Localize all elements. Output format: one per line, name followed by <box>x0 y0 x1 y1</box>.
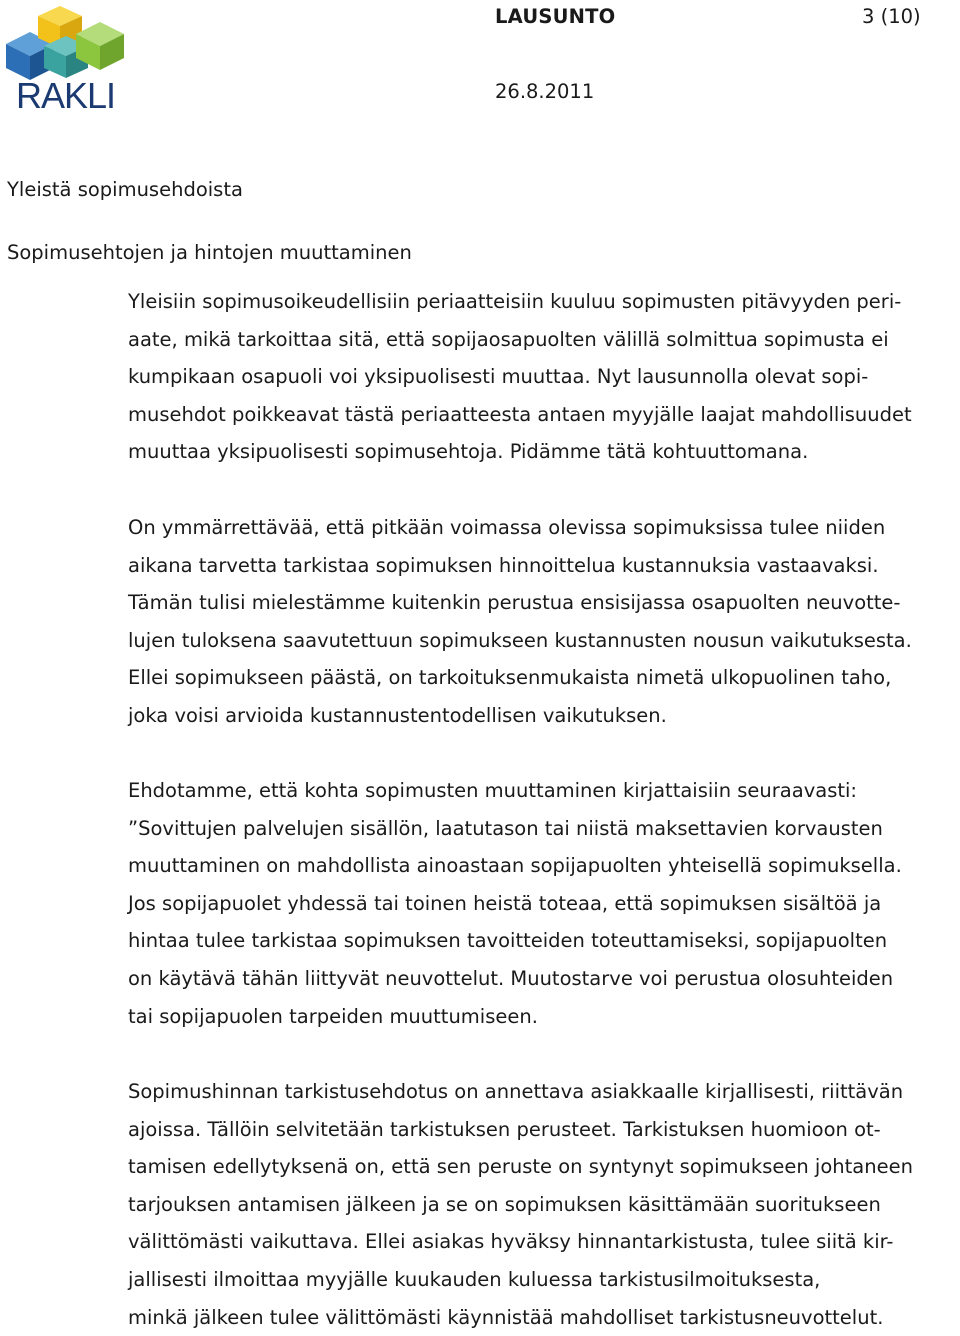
text-line: aate, mikä tarkoittaa sitä, että sopijaosapuolten välillä solmittua sopimusta ei <box>128 327 889 351</box>
text-line: On ymmärrettävää, että pitkään voimassa olevissa sopimuksissa tulee niiden <box>128 516 886 539</box>
section-title: Yleistä sopimusehdoista <box>7 178 243 201</box>
text-line: muuttaminen on mahdollista ainoastaan sopijapuolten yhteisellä sopimuksella. <box>128 854 902 878</box>
text-line: ajoissa. Tällöin selvitetään tarkistuksen perusteet. Tarkistuksen huomioon ot- <box>128 1117 881 1141</box>
text-line: Tämän tulisi mielestämme kuitenkin perustua ensisijassa osapuolten neuvotte- <box>128 591 901 615</box>
text-line: on käytävä tähän liittyvät neuvottelut. Muutostarve voi perustua olosuhteiden <box>128 966 894 990</box>
paragraph-4 <box>128 1073 960 1336</box>
paragraph-3 <box>128 772 960 1035</box>
text-line: tarjouksen antamisen jälkeen ja se on sopimuksen käsittämään suoritukseen <box>128 1192 881 1216</box>
text-line: kumpikaan osapuoli voi yksipuolisesti muuttaa. Nyt lausunnolla olevat sopi- <box>128 365 869 389</box>
section-subtitle: Sopimusehtojen ja hintojen muuttaminen <box>7 241 412 264</box>
text-line: hintaa tulee tarkistaa sopimuksen tavoitteiden toteuttamiseksi, sopijapuolten <box>128 929 888 953</box>
text-line: Ellei sopimukseen päästä, on tarkoituksenmukaista nimetä ulkopuolinen taho, <box>128 666 892 690</box>
text-line: ”Sovittujen palvelujen sisällön, laatutason tai niistä maksettavien korvausten <box>128 816 883 840</box>
text-line: lujen tuloksena saavutettuun sopimukseen kustannusten nousun vaikutuksesta. <box>128 628 912 652</box>
text-line: aikana tarvetta tarkistaa sopimuksen hinnoittelua kustannuksia vastaavaksi. <box>128 553 879 577</box>
document-type: LAUSUNTO <box>495 5 616 28</box>
text-line: joka voisi arvioida kustannustentodellisen vaikutuksen. <box>128 703 667 727</box>
text-line: muuttaa yksipuolisesti sopimusehtoja. Pidämme tätä kohtuuttomana. <box>128 440 809 464</box>
text-line: Ehdotamme, että kohta sopimusten muuttaminen kirjattaisiin seuraavasti: <box>128 779 857 802</box>
text-line: tai sopijapuolen tarpeiden muuttumiseen. <box>128 1004 538 1028</box>
text-line: minkä jälkeen tulee välittömästi käynnistää mahdolliset tarkistusneuvottelut. <box>128 1305 884 1329</box>
text-line: musehdot poikkeavat tästä periaatteesta antaen myyjälle laajat mahdollisuudet <box>128 402 912 426</box>
text-line: Yleisiin sopimusoikeudellisiin periaatteisiin kuuluu sopimusten pitävyyden peri- <box>128 290 902 313</box>
document-date: 26.8.2011 <box>495 80 595 103</box>
paragraph-1 <box>128 283 960 471</box>
page-number: 3 (10) <box>862 5 921 28</box>
text-line: jallisesti ilmoittaa myyjälle kuukauden kuluessa tarkistusilmoituksesta, <box>128 1267 821 1291</box>
logo-text: RAKLI <box>16 75 116 112</box>
text-line: Sopimushinnan tarkistusehdotus on annettava asiakkaalle kirjallisesti, riittävän <box>128 1080 904 1103</box>
paragraph-2 <box>128 509 960 735</box>
text-line: välittömästi vaikuttava. Ellei asiakas hyväksy hinnantarkistusta, tulee siitä kir- <box>128 1230 894 1254</box>
rakli-logo <box>4 4 128 112</box>
text-line: Jos sopijapuolet yhdessä tai toinen heistä toteaa, että sopimuksen sisältöä ja <box>128 891 882 915</box>
text-line: tamisen edellytyksenä on, että sen peruste on syntynyt sopimukseen johtaneen <box>128 1155 913 1179</box>
